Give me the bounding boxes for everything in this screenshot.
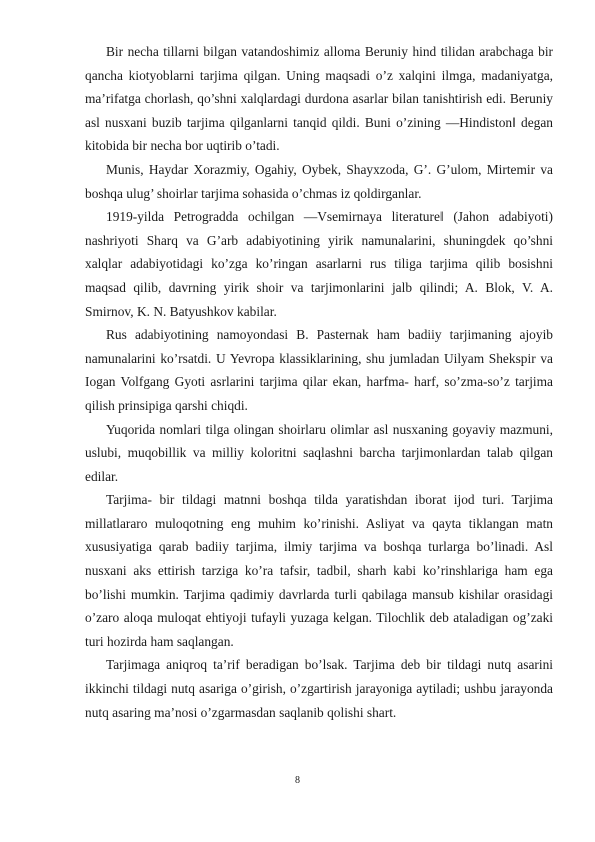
page-number: 8 xyxy=(295,775,300,786)
paragraph-pasternak: Rus adabiyotining namoyondasi B. Pasternak ham badiiy tarjimaning ajoyib namunalarini ko’rsatdi. U Yevropa klassiklarining, shu jumladan Uilyam Shekspir va Iogan Volfgang Gyoti asrlarini tarjima qilar ekan, harfma- harf, so’zma-so’z tarjima qilish prinsipiga qarshi chiqdi. xyxy=(85,327,553,413)
paragraph-uzbek-poets: Munis, Haydar Xorazmiy, Ogahiy, Oybek, Shayxzoda, G’. G’ulom, Mirtemir va boshqa ulug’ shoirlar tarjima sohasida o’chmas iz qoldirganlar. xyxy=(85,161,553,201)
paragraph-beruniy: Bir necha tillarni bilgan vatandoshimiz alloma Beruniy hind tilidan arabchaga bir qancha kiotyoblarni tarjima qilgan. Uning maqsadi o’z xalqini ilmga, madaniyatga, ma’rifatga chorlash, qo’shni xalqlardagi durdona asarlar bilan tanishtirish edi. Beruniy asl nusxani buzib tarjima qilganlarni tanqid qildi. Buni o’zining ―Hindiston‖ degan kitobida bir necha bor uqtirib o’tadi. xyxy=(85,44,553,154)
paragraph-translation-requirements: Yuqorida nomlari tilga olingan shoirlaru olimlar asl nusxaning goyaviy mazmuni, uslubi, muqobillik va milliy koloritni saqlashni barcha tarjimonlardan talab qilgan edilar. xyxy=(85,421,553,484)
paragraph-translation-definition: Tarjima- bir tildagi matnni boshqa tilda yaratishdan iborat ijod turi. Tarjima millatlararo muloqotning eng muhim ko’rinishi. Asliyat va qayta tiklangan matn xususiyatiga qarab badiiy tarjima, ilmiy tarjima va boshqa turlarga bo’linadi. Asl nusxani aks ettirish tarziga ko’ra tafsir, tadbil, sharh kabi ko’rinshlariga ham ega bo’lishi mumkin. Tarjima qadimiy davrlarda turli qabilaga mansub kishilar orasidagi o’zaro aloqa muloqat ehtiyoji tufayli yuzaga kelgan. Tilochlik deb ataladigan og’zaki turi hozirda ham saqlangan. xyxy=(85,492,553,649)
paragraph-translation-process: Tarjimaga aniqroq ta’rif beradigan bo’lsak. Tarjima deb bir tildagi nutq asarini ikkinchi tildagi nutq asariga o’girish, o’zgartirish jarayoniga aytiladi; ushbu jarayonda nutq asaring ma’nosi o’zgarmasdan saqlanib qolishi shart. xyxy=(85,657,553,720)
document-body xyxy=(85,40,553,724)
paragraph-vsemirnaya-literatura: 1919-yilda Petrogradda ochilgan ―Vsemirnaya literature‖ (Jahon adabiyoti) nashriyoti Sharq va G’arb adabiyotining yirik namunalarini, shuningdek qo’shni xalqlar adabiyotidagi ko’zga ko’ringan asarlarni rus tiliga tarjima qilib bosishni maqsad qilib, davrning yirik shoir va tarjimonlarini jalb qilindi; A. Blok, V. A. Smirnov, K. N. Batyushkov kabilar. xyxy=(85,209,553,319)
